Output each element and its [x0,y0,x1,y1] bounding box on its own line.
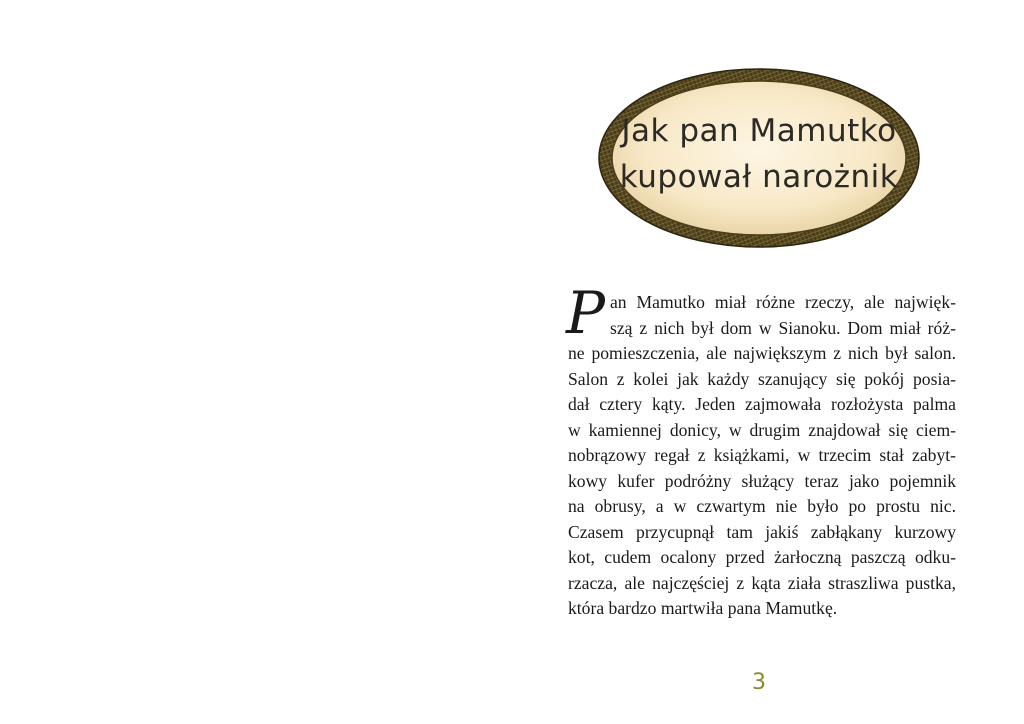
body-line: ne pomieszczenia, ale największym z nich był salon. [568,343,956,363]
drop-cap: P [566,279,606,347]
body-line: kowy kufer podróżny służący teraz jako pojemnik [568,470,956,491]
body-paragraph [568,290,956,622]
page-number: 3 [752,670,766,695]
body-line: an Mamutko miał różne rzeczy, ale najwięk- [610,292,956,312]
body-line: rzacza, ale najczęściej z kąta ziała straszliwa pustka, [568,572,956,593]
chapter-title [598,108,920,200]
body-line: szą z nich był dom w Sianoku. Dom miał róż- [610,317,956,338]
body-line: w kamiennej donicy, w drugim znajdował się ciem- [568,419,956,440]
body-line: Salon z kolei jak każdy szanujący się pokój posia- [568,368,956,389]
body-line: nobrązowy regał z książkami, w trzecim stał zabyt- [568,445,956,465]
body-line: kot, cudem ocalony przed żarłoczną paszczą odku- [568,547,956,567]
chapter-title-line-2: kupował narożnik [619,159,899,195]
body-line: która bardzo martwiła pana Mamutkę. [568,598,838,618]
body-line: dał cztery kąty. Jeden zajmowała rozłożysta palma [568,394,956,414]
body-line: na obrusy, a w czwartym nie było po prostu nic. [568,496,956,516]
body-line: Czasem przycupnął tam jakiś zabłąkany kurzowy [568,521,956,542]
chapter-title-line-1: Jak pan Mamutko [621,113,897,149]
right-page [512,0,1024,724]
chapter-title-oval [598,68,920,248]
